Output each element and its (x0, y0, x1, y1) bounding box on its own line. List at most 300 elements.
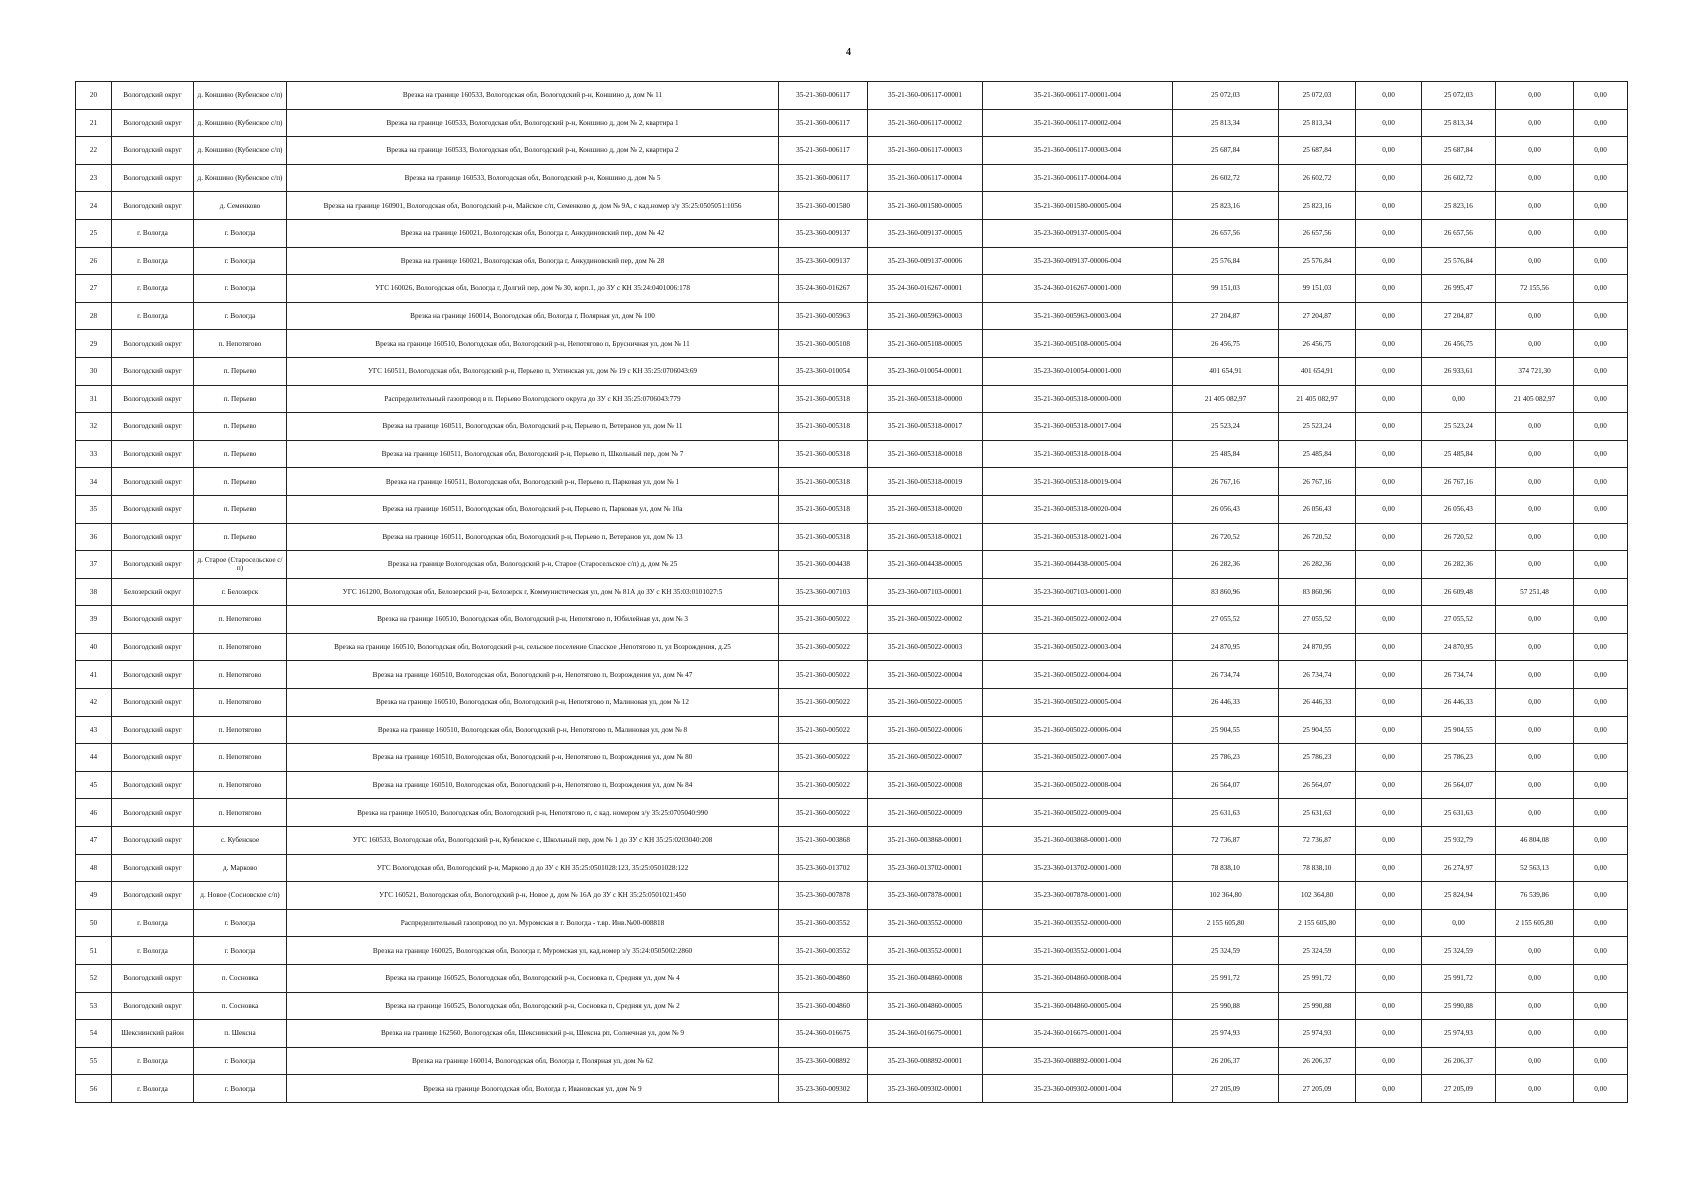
cell-cost-network: 0,00 (1496, 771, 1574, 799)
cell-row-number: 26 (76, 247, 112, 275)
cell-connection-point: Врезка на границе 160014, Вологодская обл, Вологда г, Полярная ул, дом № 62 (287, 1047, 779, 1075)
cell-amount-zero-1: 0,00 (1356, 219, 1422, 247)
cell-cost-network: 0,00 (1496, 440, 1574, 468)
cell-connection-point: Врезка на границе 160525, Вологодская обл, Вологодский р-н, Сосновка п, Средняя ул, дом № 4 (287, 965, 779, 993)
cell-cost-network: 0,00 (1496, 523, 1574, 551)
cell-row-number: 44 (76, 744, 112, 772)
cell-cost-incl: 27 204,87 (1279, 302, 1356, 330)
table-row (76, 689, 1628, 717)
cell-cost-connection: 26 933,61 (1422, 357, 1496, 385)
cell-total-cost: 25 813,34 (1173, 109, 1279, 137)
cell-amount-zero-1: 0,00 (1356, 468, 1422, 496)
cell-cost-incl: 26 564,07 (1279, 771, 1356, 799)
cell-point-code: 35-21-360-005318-00021-004 (983, 523, 1173, 551)
cell-connection-point: Врезка на границе 160901, Вологодская обл, Вологодский р-н, Майское с/п, Семенково д, дом № 9А, с кад.номер з/у 35:25:0505051:1056 (287, 192, 779, 220)
cell-amount-zero-2: 0,00 (1574, 275, 1628, 303)
cell-cost-incl: 401 654,91 (1279, 357, 1356, 385)
cell-total-cost: 26 056,43 (1173, 495, 1279, 523)
cell-row-number: 35 (76, 495, 112, 523)
cell-cost-incl: 26 767,16 (1279, 468, 1356, 496)
cell-total-cost: 25 990,88 (1173, 992, 1279, 1020)
cell-total-cost: 27 055,52 (1173, 606, 1279, 634)
cell-total-cost: 26 446,33 (1173, 689, 1279, 717)
cell-connection-point: УГС 160026, Вологодская обл, Вологда г, Долгий пер, дом № 30, корп.1, до ЗУ с КН 35:24:0401006:178 (287, 275, 779, 303)
cell-district: г. Вологда (112, 247, 194, 275)
cell-row-number: 55 (76, 1047, 112, 1075)
cell-settlement: д. Семенково (194, 192, 287, 220)
table-row (76, 330, 1628, 358)
cell-point-code: 35-21-360-005022-00008-004 (983, 771, 1173, 799)
cell-object-code: 35-24-360-016675-00001 (868, 1020, 983, 1048)
cell-cost-network: 0,00 (1496, 413, 1574, 441)
cell-settlement: п. Непотягово (194, 661, 287, 689)
cell-cost-network: 21 405 082,97 (1496, 385, 1574, 413)
cell-total-cost: 78 838,10 (1173, 854, 1279, 882)
cell-settlement: г. Вологда (194, 302, 287, 330)
cell-district: г. Вологда (112, 219, 194, 247)
cell-district: Вологодский округ (112, 330, 194, 358)
cell-cost-incl: 2 155 605,80 (1279, 909, 1356, 937)
cell-object-code: 35-21-360-006117-00001 (868, 82, 983, 110)
cell-object-code: 35-21-360-005318-00019 (868, 468, 983, 496)
cell-settlement: п. Сосновка (194, 965, 287, 993)
table-row (76, 247, 1628, 275)
cell-cost-connection: 25 904,55 (1422, 716, 1496, 744)
cell-point-code: 35-23-360-007878-00001-000 (983, 882, 1173, 910)
cell-row-number: 22 (76, 137, 112, 165)
cell-amount-zero-1: 0,00 (1356, 523, 1422, 551)
cell-project-code: 35-21-360-005022 (779, 689, 868, 717)
cell-amount-zero-1: 0,00 (1356, 192, 1422, 220)
cell-cost-network: 0,00 (1496, 219, 1574, 247)
cell-amount-zero-2: 0,00 (1574, 1047, 1628, 1075)
cell-project-code: 35-23-360-010054 (779, 357, 868, 385)
cell-total-cost: 25 576,84 (1173, 247, 1279, 275)
cell-amount-zero-2: 0,00 (1574, 606, 1628, 634)
cell-row-number: 45 (76, 771, 112, 799)
cell-cost-network: 0,00 (1496, 744, 1574, 772)
cell-total-cost: 26 602,72 (1173, 164, 1279, 192)
cell-cost-network: 0,00 (1496, 661, 1574, 689)
cell-point-code: 35-21-360-005022-00007-004 (983, 744, 1173, 772)
cell-district: Вологодский округ (112, 716, 194, 744)
cell-cost-network: 72 155,56 (1496, 275, 1574, 303)
cell-cost-connection: 25 786,23 (1422, 744, 1496, 772)
cell-settlement: п. Непотягово (194, 744, 287, 772)
table-row (76, 164, 1628, 192)
cell-cost-incl: 25 687,84 (1279, 137, 1356, 165)
cell-row-number: 42 (76, 689, 112, 717)
cell-amount-zero-2: 0,00 (1574, 495, 1628, 523)
cell-project-code: 35-21-360-001580 (779, 192, 868, 220)
cell-total-cost: 26 456,75 (1173, 330, 1279, 358)
cell-object-code: 35-21-360-005318-00017 (868, 413, 983, 441)
cell-district: Вологодский округ (112, 854, 194, 882)
cell-amount-zero-2: 0,00 (1574, 744, 1628, 772)
cell-cost-connection: 26 446,33 (1422, 689, 1496, 717)
cell-cost-connection: 25 974,93 (1422, 1020, 1496, 1048)
cell-object-code: 35-23-360-007878-00001 (868, 882, 983, 910)
cell-district: Вологодский округ (112, 440, 194, 468)
table-row (76, 771, 1628, 799)
table-row (76, 219, 1628, 247)
table-row (76, 385, 1628, 413)
cell-connection-point: Врезка на границе Вологодская обл, Вологодский р-н, Старое (Старосельское с/п) д, дом № 25 (287, 551, 779, 579)
cell-cost-incl: 25 631,63 (1279, 799, 1356, 827)
cell-point-code: 35-23-360-007103-00001-000 (983, 578, 1173, 606)
cell-amount-zero-2: 0,00 (1574, 109, 1628, 137)
cell-total-cost: 25 823,16 (1173, 192, 1279, 220)
table-row (76, 799, 1628, 827)
cell-settlement: д. Коншино (Кубенское с/п) (194, 164, 287, 192)
cell-total-cost: 24 870,95 (1173, 633, 1279, 661)
cell-project-code: 35-21-360-005963 (779, 302, 868, 330)
cell-cost-network: 0,00 (1496, 137, 1574, 165)
cell-connection-point: Врезка на границе 160021, Вологодская обл, Вологда г, Анкудиновский пер, дом № 42 (287, 219, 779, 247)
cell-point-code: 35-21-360-005318-00018-004 (983, 440, 1173, 468)
cell-point-code: 35-21-360-005022-00009-004 (983, 799, 1173, 827)
cell-settlement: д. Коншино (Кубенское с/п) (194, 137, 287, 165)
cell-amount-zero-1: 0,00 (1356, 551, 1422, 579)
cell-amount-zero-2: 0,00 (1574, 771, 1628, 799)
cell-cost-incl: 99 151,03 (1279, 275, 1356, 303)
cell-settlement: п. Перьево (194, 385, 287, 413)
cell-project-code: 35-21-360-005318 (779, 523, 868, 551)
cell-amount-zero-1: 0,00 (1356, 385, 1422, 413)
cell-cost-network: 0,00 (1496, 633, 1574, 661)
cell-row-number: 53 (76, 992, 112, 1020)
cell-project-code: 35-21-360-006117 (779, 82, 868, 110)
cell-total-cost: 83 860,96 (1173, 578, 1279, 606)
cell-project-code: 35-21-360-006117 (779, 164, 868, 192)
cell-row-number: 29 (76, 330, 112, 358)
cell-connection-point: Врезка на границе 160510, Вологодская обл, Вологодский р-н, Непотягово п, Малиновая ул, дом № 8 (287, 716, 779, 744)
cell-cost-network: 374 721,30 (1496, 357, 1574, 385)
cell-total-cost: 25 974,93 (1173, 1020, 1279, 1048)
cell-object-code: 35-21-360-005022-00003 (868, 633, 983, 661)
cell-point-code: 35-21-360-001580-00005-004 (983, 192, 1173, 220)
cell-object-code: 35-23-360-007103-00001 (868, 578, 983, 606)
cell-cost-incl: 83 860,96 (1279, 578, 1356, 606)
connection-register-table (75, 81, 1628, 1103)
cell-cost-connection: 0,00 (1422, 909, 1496, 937)
cell-district: г. Вологда (112, 275, 194, 303)
cell-amount-zero-1: 0,00 (1356, 965, 1422, 993)
cell-cost-connection: 26 734,74 (1422, 661, 1496, 689)
cell-row-number: 52 (76, 965, 112, 993)
cell-connection-point: Врезка на границе 160533, Вологодская обл, Вологодский р-н, Коншино д, дом № 2, квартира 1 (287, 109, 779, 137)
cell-amount-zero-1: 0,00 (1356, 302, 1422, 330)
cell-point-code: 35-21-360-006117-00001-004 (983, 82, 1173, 110)
cell-cost-network: 2 155 605,80 (1496, 909, 1574, 937)
cell-amount-zero-2: 0,00 (1574, 578, 1628, 606)
cell-cost-network: 0,00 (1496, 992, 1574, 1020)
cell-district: г. Вологда (112, 1047, 194, 1075)
cell-connection-point: Врезка на границе 160510, Вологодская обл, Вологодский р-н, Непотягово п, Возрождения ул, дом № 47 (287, 661, 779, 689)
cell-cost-network: 0,00 (1496, 937, 1574, 965)
cell-total-cost: 25 324,59 (1173, 937, 1279, 965)
cell-cost-incl: 25 990,88 (1279, 992, 1356, 1020)
cell-amount-zero-1: 0,00 (1356, 164, 1422, 192)
table-row (76, 302, 1628, 330)
cell-amount-zero-2: 0,00 (1574, 413, 1628, 441)
cell-amount-zero-2: 0,00 (1574, 137, 1628, 165)
table-row (76, 882, 1628, 910)
cell-object-code: 35-21-360-005022-00007 (868, 744, 983, 772)
cell-cost-network: 0,00 (1496, 606, 1574, 634)
cell-cost-connection: 27 055,52 (1422, 606, 1496, 634)
table-row (76, 992, 1628, 1020)
cell-settlement: п. Перьево (194, 523, 287, 551)
cell-row-number: 36 (76, 523, 112, 551)
cell-connection-point: Врезка на границе 160511, Вологодская обл, Вологодский р-н, Перьево п, Парковая ул, дом № 1 (287, 468, 779, 496)
cell-district: Белозерский округ (112, 578, 194, 606)
cell-project-code: 35-21-360-005022 (779, 661, 868, 689)
cell-row-number: 34 (76, 468, 112, 496)
cell-amount-zero-2: 0,00 (1574, 302, 1628, 330)
cell-total-cost: 25 072,03 (1173, 82, 1279, 110)
cell-amount-zero-1: 0,00 (1356, 109, 1422, 137)
cell-point-code: 35-21-360-005963-00003-004 (983, 302, 1173, 330)
cell-amount-zero-1: 0,00 (1356, 633, 1422, 661)
cell-connection-point: Врезка на границе 160510, Вологодская обл, Вологодский р-н, Непотягово п, Брусничная ул, дом № 11 (287, 330, 779, 358)
cell-cost-connection: 26 720,52 (1422, 523, 1496, 551)
cell-project-code: 35-23-360-007103 (779, 578, 868, 606)
cell-cost-incl: 21 405 082,97 (1279, 385, 1356, 413)
cell-total-cost: 26 657,56 (1173, 219, 1279, 247)
cell-total-cost: 26 720,52 (1173, 523, 1279, 551)
cell-connection-point: Врезка на границе 160533, Вологодская обл, Вологодский р-н, Коншино д, дом № 2, квартира 2 (287, 137, 779, 165)
cell-district: Вологодский округ (112, 771, 194, 799)
cell-cost-connection: 25 687,84 (1422, 137, 1496, 165)
cell-total-cost: 26 564,07 (1173, 771, 1279, 799)
cell-cost-network: 0,00 (1496, 965, 1574, 993)
cell-cost-incl: 27 055,52 (1279, 606, 1356, 634)
cell-cost-connection: 26 282,36 (1422, 551, 1496, 579)
cell-project-code: 35-23-360-013702 (779, 854, 868, 882)
cell-point-code: 35-21-360-005108-00005-004 (983, 330, 1173, 358)
cell-settlement: п. Непотягово (194, 330, 287, 358)
cell-cost-incl: 27 205,09 (1279, 1075, 1356, 1103)
table-row (76, 413, 1628, 441)
cell-cost-connection: 27 204,87 (1422, 302, 1496, 330)
cell-amount-zero-2: 0,00 (1574, 827, 1628, 855)
table-row (76, 854, 1628, 882)
table-body (76, 82, 1628, 1103)
cell-row-number: 49 (76, 882, 112, 910)
cell-district: Вологодский округ (112, 965, 194, 993)
cell-cost-network: 0,00 (1496, 1020, 1574, 1048)
cell-total-cost: 25 523,24 (1173, 413, 1279, 441)
cell-amount-zero-1: 0,00 (1356, 1047, 1422, 1075)
cell-amount-zero-2: 0,00 (1574, 357, 1628, 385)
cell-cost-network: 52 563,13 (1496, 854, 1574, 882)
cell-project-code: 35-21-360-005108 (779, 330, 868, 358)
cell-amount-zero-1: 0,00 (1356, 247, 1422, 275)
cell-amount-zero-1: 0,00 (1356, 827, 1422, 855)
cell-object-code: 35-21-360-005022-00009 (868, 799, 983, 827)
cell-project-code: 35-24-360-016267 (779, 275, 868, 303)
cell-point-code: 35-21-360-003868-00001-000 (983, 827, 1173, 855)
cell-project-code: 35-21-360-003868 (779, 827, 868, 855)
cell-district: г. Вологда (112, 1075, 194, 1103)
cell-district: Вологодский округ (112, 551, 194, 579)
table-row (76, 357, 1628, 385)
cell-amount-zero-2: 0,00 (1574, 192, 1628, 220)
cell-point-code: 35-21-360-005318-00017-004 (983, 413, 1173, 441)
cell-total-cost: 99 151,03 (1173, 275, 1279, 303)
cell-object-code: 35-21-360-005318-00020 (868, 495, 983, 523)
cell-amount-zero-2: 0,00 (1574, 1020, 1628, 1048)
cell-amount-zero-1: 0,00 (1356, 606, 1422, 634)
cell-amount-zero-2: 0,00 (1574, 854, 1628, 882)
cell-connection-point: Врезка на границе 160014, Вологодская обл, Вологда г, Полярная ул, дом № 100 (287, 302, 779, 330)
cell-connection-point: УГС 161200, Вологодская обл, Белозерский р-н, Белозерск г, Коммунистическая ул, дом № 81А до ЗУ с КН 35:03:0101027:5 (287, 578, 779, 606)
cell-object-code: 35-23-360-010054-00001 (868, 357, 983, 385)
cell-point-code: 35-21-360-005022-00004-004 (983, 661, 1173, 689)
cell-settlement: п. Непотягово (194, 689, 287, 717)
cell-cost-incl: 25 823,16 (1279, 192, 1356, 220)
cell-object-code: 35-21-360-004860-00008 (868, 965, 983, 993)
cell-row-number: 50 (76, 909, 112, 937)
cell-project-code: 35-24-360-016675 (779, 1020, 868, 1048)
cell-project-code: 35-21-360-005318 (779, 440, 868, 468)
cell-amount-zero-1: 0,00 (1356, 744, 1422, 772)
cell-district: Вологодский округ (112, 495, 194, 523)
cell-point-code: 35-23-360-013702-00001-000 (983, 854, 1173, 882)
cell-total-cost: 25 687,84 (1173, 137, 1279, 165)
cell-object-code: 35-21-360-005022-00008 (868, 771, 983, 799)
cell-cost-incl: 26 056,43 (1279, 495, 1356, 523)
cell-project-code: 35-21-360-005318 (779, 385, 868, 413)
cell-row-number: 48 (76, 854, 112, 882)
cell-point-code: 35-21-360-005318-00019-004 (983, 468, 1173, 496)
table-row (76, 744, 1628, 772)
cell-cost-incl: 25 576,84 (1279, 247, 1356, 275)
cell-district: Вологодский округ (112, 661, 194, 689)
cell-settlement: г. Вологда (194, 219, 287, 247)
cell-amount-zero-2: 0,00 (1574, 689, 1628, 717)
table-row (76, 275, 1628, 303)
cell-settlement: п. Непотягово (194, 633, 287, 661)
cell-row-number: 23 (76, 164, 112, 192)
cell-object-code: 35-23-360-009302-00001 (868, 1075, 983, 1103)
cell-point-code: 35-24-360-016675-00001-004 (983, 1020, 1173, 1048)
cell-settlement: г. Вологда (194, 937, 287, 965)
cell-cost-connection: 25 631,63 (1422, 799, 1496, 827)
cell-connection-point: Распределительный газопровод в п. Перьево Вологодского округа до ЗУ с КН 35:25:0706043:779 (287, 385, 779, 413)
cell-district: г. Вологда (112, 909, 194, 937)
cell-connection-point: УГС 160521, Вологодская обл, Вологодский р-н, Новое д, дом № 16А до ЗУ с КН 35:25:0501021:450 (287, 882, 779, 910)
cell-row-number: 37 (76, 551, 112, 579)
cell-row-number: 40 (76, 633, 112, 661)
cell-row-number: 25 (76, 219, 112, 247)
table-row (76, 137, 1628, 165)
cell-amount-zero-1: 0,00 (1356, 578, 1422, 606)
cell-settlement: д. Коншино (Кубенское с/п) (194, 109, 287, 137)
cell-amount-zero-2: 0,00 (1574, 633, 1628, 661)
cell-connection-point: Врезка на границе 160021, Вологодская обл, Вологда г, Анкудиновский пер, дом № 28 (287, 247, 779, 275)
cell-project-code: 35-23-360-007878 (779, 882, 868, 910)
cell-cost-connection: 25 823,16 (1422, 192, 1496, 220)
cell-settlement: п. Перьево (194, 413, 287, 441)
cell-cost-connection: 27 205,09 (1422, 1075, 1496, 1103)
cell-amount-zero-2: 0,00 (1574, 247, 1628, 275)
cell-cost-connection: 26 767,16 (1422, 468, 1496, 496)
cell-total-cost: 26 734,74 (1173, 661, 1279, 689)
cell-cost-connection: 25 523,24 (1422, 413, 1496, 441)
table-row (76, 1075, 1628, 1103)
cell-cost-incl: 25 786,23 (1279, 744, 1356, 772)
cell-object-code: 35-21-360-005318-00018 (868, 440, 983, 468)
table-row (76, 440, 1628, 468)
cell-amount-zero-2: 0,00 (1574, 164, 1628, 192)
cell-cost-connection: 25 824,94 (1422, 882, 1496, 910)
cell-row-number: 54 (76, 1020, 112, 1048)
cell-amount-zero-1: 0,00 (1356, 357, 1422, 385)
cell-connection-point: Врезка на границе 160525, Вологодская обл, Вологодский р-н, Сосновка п, Средняя ул, дом № 2 (287, 992, 779, 1020)
cell-project-code: 35-23-360-009137 (779, 219, 868, 247)
cell-point-code: 35-21-360-004438-00005-004 (983, 551, 1173, 579)
cell-cost-incl: 26 734,74 (1279, 661, 1356, 689)
cell-cost-connection: 25 576,84 (1422, 247, 1496, 275)
cell-project-code: 35-21-360-005022 (779, 799, 868, 827)
cell-cost-incl: 26 206,37 (1279, 1047, 1356, 1075)
cell-project-code: 35-21-360-006117 (779, 137, 868, 165)
cell-project-code: 35-21-360-004860 (779, 965, 868, 993)
cell-connection-point: Врезка на границе 160025, Вологодская обл, Вологда г, Муромская ул, кад.номер з/у 35:24:0505002:2860 (287, 937, 779, 965)
cell-total-cost: 72 736,87 (1173, 827, 1279, 855)
cell-settlement: д. Коншино (Кубенское с/п) (194, 82, 287, 110)
cell-connection-point: Врезка на границе 160510, Вологодская обл, Вологодский р-н, сельское поселение Спасское ,Непотягово п, ул Возрождения, д.25 (287, 633, 779, 661)
cell-settlement: п. Перьево (194, 357, 287, 385)
cell-cost-network: 0,00 (1496, 192, 1574, 220)
cell-cost-network: 0,00 (1496, 716, 1574, 744)
cell-amount-zero-1: 0,00 (1356, 1020, 1422, 1048)
cell-project-code: 35-21-360-003552 (779, 937, 868, 965)
cell-cost-network: 0,00 (1496, 1075, 1574, 1103)
cell-total-cost: 25 485,84 (1173, 440, 1279, 468)
cell-settlement: г. Вологда (194, 909, 287, 937)
cell-object-code: 35-21-360-003552-00001 (868, 937, 983, 965)
cell-amount-zero-1: 0,00 (1356, 799, 1422, 827)
cell-cost-incl: 72 736,87 (1279, 827, 1356, 855)
cell-point-code: 35-21-360-005022-00006-004 (983, 716, 1173, 744)
cell-object-code: 35-21-360-005318-00021 (868, 523, 983, 551)
cell-total-cost: 26 282,36 (1173, 551, 1279, 579)
cell-object-code: 35-21-360-005108-00005 (868, 330, 983, 358)
table-row (76, 1020, 1628, 1048)
cell-project-code: 35-21-360-005022 (779, 606, 868, 634)
cell-settlement: п. Непотягово (194, 716, 287, 744)
cell-total-cost: 21 405 082,97 (1173, 385, 1279, 413)
cell-connection-point: Врезка на границе 160511, Вологодская обл, Вологодский р-н, Перьево п, Школьный пер, дом № 7 (287, 440, 779, 468)
cell-cost-incl: 25 072,03 (1279, 82, 1356, 110)
cell-amount-zero-1: 0,00 (1356, 689, 1422, 717)
cell-settlement: п. Сосновка (194, 992, 287, 1020)
cell-connection-point: Врезка на границе 160510, Вологодская обл, Вологодский р-н, Непотягово п, Возрождения ул, дом № 80 (287, 744, 779, 772)
cell-cost-connection: 25 485,84 (1422, 440, 1496, 468)
cell-settlement: д. Марково (194, 854, 287, 882)
cell-project-code: 35-23-360-008892 (779, 1047, 868, 1075)
cell-total-cost: 2 155 605,80 (1173, 909, 1279, 937)
cell-point-code: 35-21-360-005022-00002-004 (983, 606, 1173, 634)
table-row (76, 109, 1628, 137)
cell-row-number: 24 (76, 192, 112, 220)
cell-object-code: 35-23-360-009137-00006 (868, 247, 983, 275)
cell-district: Вологодский округ (112, 109, 194, 137)
cell-connection-point: Врезка на границе 160511, Вологодская обл, Вологодский р-н, Перьево п, Ветеранов ул, дом № 11 (287, 413, 779, 441)
